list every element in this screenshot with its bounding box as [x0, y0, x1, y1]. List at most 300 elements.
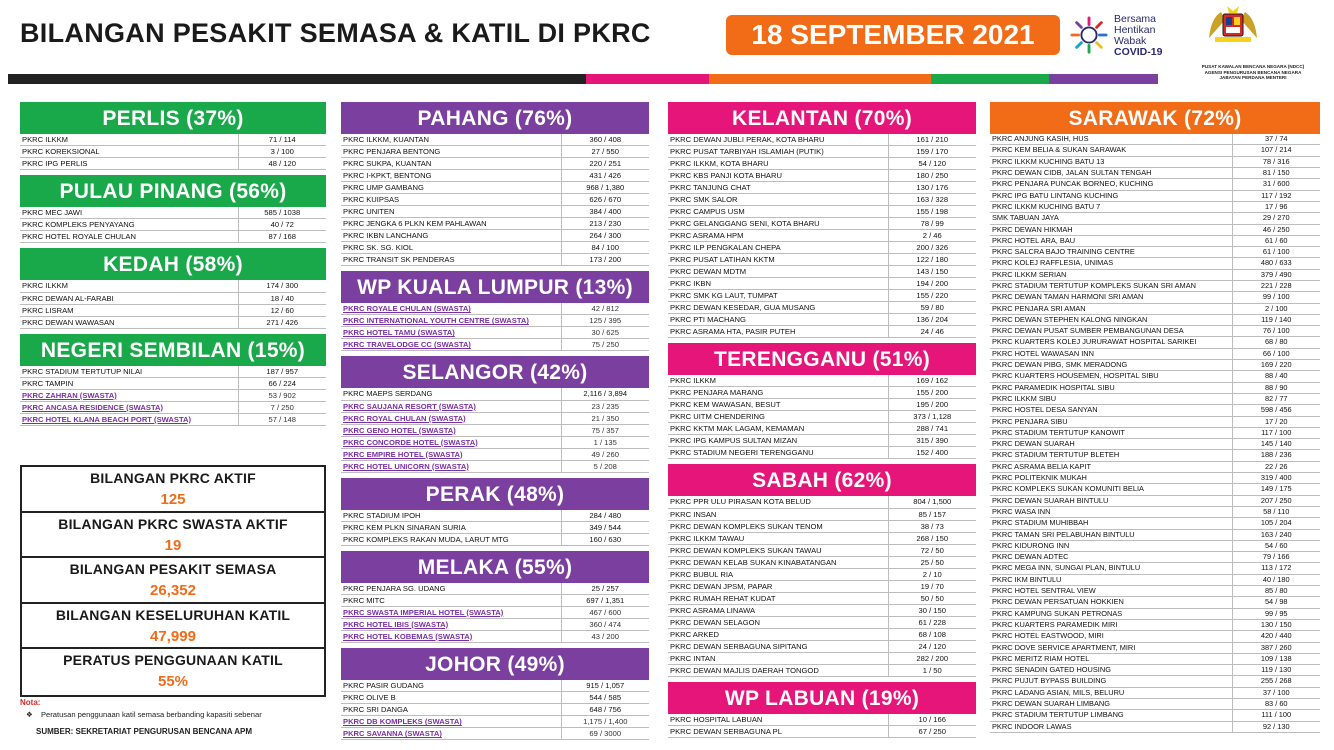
pkrc-name: PKRC PUSAT TARBIYAH ISLAMIAH (PUTIK): [668, 146, 888, 158]
summary-label: BILANGAN KESELURUHAN KATIL: [55, 606, 291, 623]
summary-label: BILANGAN PESAKIT SEMASA: [69, 561, 277, 578]
table-row: [668, 314, 976, 326]
pkrc-name: PKRC SRI DANGA: [341, 704, 561, 716]
table-row: [990, 473, 1320, 484]
pkrc-occupancy: 10 / 166: [888, 714, 976, 726]
pkrc-name: PKRC DOVE SERVICE APARTMENT, MIRI: [990, 642, 1232, 653]
note-text: Peratusan penggunaan katil semasa berbanding kapasiti sebenar: [40, 710, 262, 719]
pkrc-occupancy: 174 / 300: [238, 280, 326, 292]
pkrc-occupancy: 379 / 490: [1232, 269, 1320, 280]
table-row: [20, 207, 326, 219]
pkrc-occupancy: 99 / 95: [1232, 608, 1320, 619]
pkrc-occupancy: 169 / 162: [888, 375, 976, 387]
pkrc-occupancy: 107 / 214: [1232, 145, 1320, 156]
table-row: [990, 495, 1320, 506]
pkrc-occupancy: 84 / 100: [561, 242, 649, 254]
summary-panel: [20, 465, 326, 697]
pkrc-name: PKRC ZAHRAN (SWASTA): [20, 389, 238, 401]
state-header: SABAH (62%): [668, 464, 976, 496]
pkrc-occupancy: 49 / 260: [561, 448, 649, 460]
state-header: PAHANG (76%): [341, 102, 649, 134]
pkrc-occupancy: 17 / 96: [1232, 201, 1320, 212]
table-row: [668, 266, 976, 278]
pkrc-name: PKRC WASA INN: [990, 506, 1232, 517]
pkrc-name: PKRC CONCORDE HOTEL (SWASTA): [341, 436, 561, 448]
government-crest-icon: [1205, 4, 1261, 44]
table-row: [668, 194, 976, 206]
pkrc-name: PKRC ASRAMA HPM: [668, 230, 888, 242]
table-row: [990, 258, 1320, 269]
pkrc-occupancy: 40 / 180: [1232, 574, 1320, 585]
summary-current-patients: [22, 558, 324, 604]
pkrc-occupancy: 117 / 100: [1232, 427, 1320, 438]
pkrc-occupancy: 161 / 210: [888, 134, 976, 146]
pkrc-occupancy: 113 / 172: [1232, 563, 1320, 574]
pkrc-occupancy: 1 / 50: [888, 664, 976, 676]
pkrc-occupancy: 360 / 474: [561, 618, 649, 630]
state-block: [341, 271, 649, 351]
pkrc-name: PKRC ARKED: [668, 628, 888, 640]
table-row: [990, 484, 1320, 495]
pkrc-name: PKRC STADIUM TERTUTUP LIMBANG: [990, 710, 1232, 721]
state-header: PERAK (48%): [341, 478, 649, 510]
pkrc-occupancy: 78 / 99: [888, 218, 976, 230]
color-segment: [8, 74, 586, 84]
pkrc-occupancy: 163 / 240: [1232, 529, 1320, 540]
pkrc-occupancy: 43 / 200: [561, 630, 649, 642]
pkrc-name: PKRC DEWAN HIKMAH: [990, 224, 1232, 235]
table-row: [990, 281, 1320, 292]
column-2: [341, 102, 649, 745]
pkrc-name: PKRC STADIUM TERTUTUP NILAI: [20, 366, 238, 378]
column-1: [20, 102, 326, 431]
pkrc-name: PKRC DEWAN SERBAGUNA PL: [668, 725, 888, 737]
pkrc-occupancy: 119 / 140: [1232, 314, 1320, 325]
pkrc-name: PKRC IPG BATU LINTANG KUCHING: [990, 190, 1232, 201]
pkrc-occupancy: 12 / 60: [238, 304, 326, 316]
agency-line2: AGENSI PENGURUSAN BENCANA NEGARA: [1204, 69, 1302, 75]
summary-total-beds: [22, 604, 324, 650]
table-row: [668, 580, 976, 592]
color-segment: [1049, 74, 1158, 84]
table-row: [990, 552, 1320, 563]
pkrc-name: PKRC STADIUM TERTUTUP KANOWIT: [990, 427, 1232, 438]
table-row: [20, 231, 326, 243]
pkrc-occupancy: 79 / 166: [1232, 552, 1320, 563]
pkrc-name: PKRC ILKKM: [20, 280, 238, 292]
pkrc-name: PKRC KOMPLEKS SUKAN KOMUNITI BELIA: [990, 484, 1232, 495]
state-block: [20, 102, 326, 170]
pkrc-occupancy: 585 / 1038: [238, 207, 326, 219]
table-row: [341, 206, 649, 218]
state-block: [668, 102, 976, 338]
pkrc-name: PKRC ASRAMA BELIA KAPIT: [990, 461, 1232, 472]
table-row: [341, 583, 649, 595]
covid-logo-line3: Wabak: [1114, 35, 1147, 47]
table-row: [20, 366, 326, 378]
table-row: [341, 618, 649, 630]
pkrc-occupancy: 915 / 1,057: [561, 680, 649, 692]
color-segment: [586, 74, 709, 84]
table-row: [668, 170, 976, 182]
pkrc-occupancy: 105 / 204: [1232, 518, 1320, 529]
pkrc-occupancy: 54 / 60: [1232, 540, 1320, 551]
pkrc-name: PKRC KOLEJ RAFFLESIA, UNIMAS: [990, 258, 1232, 269]
table-row: [668, 146, 976, 158]
pkrc-occupancy: 130 / 150: [1232, 619, 1320, 630]
pkrc-occupancy: 5 / 208: [561, 460, 649, 472]
pkrc-occupancy: 804 / 1,500: [888, 496, 976, 508]
pkrc-name: PKRC ASRAMA LINAWA: [668, 604, 888, 616]
pkrc-occupancy: 59 / 80: [888, 302, 976, 314]
pkrc-occupancy: 42 / 812: [561, 303, 649, 315]
table-row: [990, 540, 1320, 551]
pkrc-occupancy: 88 / 40: [1232, 371, 1320, 382]
table-row: [20, 158, 326, 170]
covid-logo-line1: Bersama: [1114, 13, 1157, 25]
pkrc-name: PKRC MEGA INN, SUNGAI PLAN, BINTULU: [990, 563, 1232, 574]
pkrc-occupancy: 467 / 600: [561, 606, 649, 618]
pkrc-occupancy: 1,175 / 1,400: [561, 716, 649, 728]
pkrc-occupancy: 57 / 148: [238, 413, 326, 425]
pkrc-name: PKRC ANCASA RESIDENCE (SWASTA): [20, 401, 238, 413]
pkrc-name: PKRC ILKKM KUCHING BATU 13: [990, 156, 1232, 167]
table-row: [20, 292, 326, 304]
table-row: [341, 327, 649, 339]
pkrc-name: SMK TABUAN JAYA: [990, 213, 1232, 224]
state-header: KELANTAN (70%): [668, 102, 976, 134]
pkrc-name: PKRC KBS PANJI KOTA BHARU: [668, 170, 888, 182]
pkrc-occupancy: 315 / 390: [888, 435, 976, 447]
table-row: [990, 619, 1320, 630]
table-row: [990, 235, 1320, 246]
summary-label: PERATUS PENGGUNAAN KATIL: [63, 652, 283, 669]
pkrc-occupancy: 431 / 426: [561, 170, 649, 182]
table-row: [668, 447, 976, 459]
pkrc-name: PKRC HOTEL WAWASAN INN: [990, 348, 1232, 359]
table-row: [990, 574, 1320, 585]
pkrc-occupancy: 58 / 110: [1232, 506, 1320, 517]
pkrc-occupancy: 24 / 46: [888, 326, 976, 338]
pkrc-name: PKRC PENJARA SIBU: [990, 416, 1232, 427]
pkrc-name: PKRC DEWAN JPSM, PAPAR: [668, 580, 888, 592]
pkrc-name: PKRC GENO HOTEL (SWASTA): [341, 424, 561, 436]
pkrc-occupancy: 125 / 395: [561, 315, 649, 327]
table-row: [668, 134, 976, 146]
pkrc-occupancy: 75 / 357: [561, 424, 649, 436]
pkrc-name: PKRC HOTEL KOBEMAS (SWASTA): [341, 630, 561, 642]
pkrc-name: PKRC ILKKM KUCHING BATU 7: [990, 201, 1232, 212]
table-row: [668, 568, 976, 580]
pkrc-name: PKRC ILP PENGKALAN CHEPA: [668, 242, 888, 254]
table-row: [990, 416, 1320, 427]
pkrc-name: PKRC HOTEL SENTRAL VIEW: [990, 586, 1232, 597]
pkrc-occupancy: 22 / 26: [1232, 461, 1320, 472]
pkrc-name: PKRC ASRAMA HTA, PASIR PUTEH: [668, 326, 888, 338]
pkrc-occupancy: 697 / 1,351: [561, 594, 649, 606]
pkrc-occupancy: 149 / 175: [1232, 484, 1320, 495]
pkrc-table: [341, 510, 649, 546]
table-row: [990, 314, 1320, 325]
pkrc-occupancy: 159 / 170: [888, 146, 976, 158]
summary-private-pkrc: [22, 513, 324, 559]
pkrc-occupancy: 2 / 100: [1232, 303, 1320, 314]
pkrc-occupancy: 76 / 100: [1232, 326, 1320, 337]
pkrc-name: PKRC RUMAH REHAT KUDAT: [668, 592, 888, 604]
table-row: [668, 435, 976, 447]
pkrc-name: PKRC DEWAN JUBLI PERAK, KOTA BHARU: [668, 134, 888, 146]
table-row: [341, 170, 649, 182]
pkrc-occupancy: 3 / 100: [238, 146, 326, 158]
table-row: [990, 653, 1320, 664]
pkrc-occupancy: 155 / 198: [888, 206, 976, 218]
pkrc-name: PKRC KOREKSIONAL: [20, 146, 238, 158]
pkrc-occupancy: 255 / 268: [1232, 676, 1320, 687]
pkrc-name: PKRC ILKKM SERIAN: [990, 269, 1232, 280]
agency-line1: PUSAT KAWALAN BENCANA NEGARA (NDCC): [1201, 64, 1305, 69]
pkrc-name: PKRC LADANG ASIAN, MILS, BELURU: [990, 687, 1232, 698]
table-row: [990, 450, 1320, 461]
table-row: [341, 315, 649, 327]
pkrc-occupancy: 27 / 550: [561, 146, 649, 158]
table-row: [668, 254, 976, 266]
table-row: [668, 616, 976, 628]
table-row: [668, 725, 976, 737]
pkrc-table: [341, 303, 649, 351]
table-row: [341, 460, 649, 472]
column-4: [990, 102, 1320, 738]
pkrc-table: [20, 366, 326, 426]
table-row: [341, 254, 649, 266]
pkrc-name: PKRC DEWAN TAMAN HARMONI SRI AMAN: [990, 292, 1232, 303]
summary-value: 26,352: [150, 582, 196, 600]
pkrc-table: [20, 207, 326, 243]
pkrc-occupancy: 384 / 400: [561, 206, 649, 218]
pkrc-occupancy: 2,116 / 3,894: [561, 388, 649, 400]
pkrc-occupancy: 85 / 80: [1232, 586, 1320, 597]
pkrc-occupancy: 21 / 350: [561, 412, 649, 424]
table-row: [668, 496, 976, 508]
table-row: [990, 518, 1320, 529]
note: [20, 698, 330, 719]
color-stripe-bar: [8, 74, 1158, 84]
pkrc-name: PKRC OLIVE B: [341, 692, 561, 704]
pkrc-occupancy: 78 / 316: [1232, 156, 1320, 167]
pkrc-name: PKRC PPR ULU PIRASAN KOTA BELUD: [668, 496, 888, 508]
pkrc-occupancy: 61 / 60: [1232, 235, 1320, 246]
covid-campaign-logo: [1070, 12, 1180, 60]
pkrc-occupancy: 87 / 168: [238, 231, 326, 243]
pkrc-occupancy: 68 / 108: [888, 628, 976, 640]
table-row: [668, 278, 976, 290]
pkrc-name: PKRC INTAN: [668, 652, 888, 664]
pkrc-name: PKRC DEWAN KESEDAR, GUA MUSANG: [668, 302, 888, 314]
table-row: [341, 594, 649, 606]
pkrc-occupancy: 195 / 200: [888, 399, 976, 411]
table-row: [990, 145, 1320, 156]
pkrc-name: PKRC SALCRA BAJO TRAINING CENTRE: [990, 247, 1232, 258]
pkrc-occupancy: 2 / 46: [888, 230, 976, 242]
pkrc-occupancy: 82 / 77: [1232, 393, 1320, 404]
table-row: [990, 360, 1320, 371]
pkrc-occupancy: 67 / 250: [888, 725, 976, 737]
pkrc-occupancy: 188 / 236: [1232, 450, 1320, 461]
pkrc-occupancy: 92 / 130: [1232, 721, 1320, 732]
pkrc-name: PKRC MEC JAWI: [20, 207, 238, 219]
table-row: [668, 628, 976, 640]
pkrc-name: PKRC MITC: [341, 594, 561, 606]
table-row: [20, 280, 326, 292]
pkrc-name: PKRC INTERNATIONAL YOUTH CENTRE (SWASTA): [341, 315, 561, 327]
pkrc-name: PKRC SUKPA, KUANTAN: [341, 158, 561, 170]
pkrc-name: PKRC KEM BELIA & SUKAN SARAWAK: [990, 145, 1232, 156]
table-row: [668, 652, 976, 664]
table-row: [341, 134, 649, 146]
table-row: [990, 224, 1320, 235]
pkrc-occupancy: 119 / 130: [1232, 665, 1320, 676]
agency-line3: JABATAN PERDANA MENTERI: [1219, 75, 1287, 81]
state-block: [341, 648, 649, 740]
table-row: [990, 337, 1320, 348]
covid-virus-icon: [1070, 16, 1108, 54]
pkrc-name: PKRC PASIR GUDANG: [341, 680, 561, 692]
pkrc-name: PKRC DEWAN PIBG, SMK MERADONG: [990, 360, 1232, 371]
pkrc-occupancy: 61 / 100: [1232, 247, 1320, 258]
pkrc-occupancy: 319 / 400: [1232, 473, 1320, 484]
pkrc-name: PKRC JENGKA 6 PLKN KEM PAHLAWAN: [341, 218, 561, 230]
pkrc-occupancy: 480 / 633: [1232, 258, 1320, 269]
table-row: [341, 303, 649, 315]
pkrc-name: PKRC ILKKM: [20, 134, 238, 146]
state-block: [20, 248, 326, 328]
pkrc-occupancy: 40 / 72: [238, 219, 326, 231]
pkrc-name: PKRC KUARTERS HOUSEMEN, HOSPITAL SIBU: [990, 371, 1232, 382]
summary-label: BILANGAN PKRC SWASTA AKTIF: [58, 515, 288, 532]
pkrc-name: PKRC PTI MACHANG: [668, 314, 888, 326]
state-block: [341, 102, 649, 266]
pkrc-occupancy: 373 / 1,128: [888, 411, 976, 423]
pkrc-name: PKRC HOTEL EASTWOOD, MIRI: [990, 631, 1232, 642]
table-row: [668, 556, 976, 568]
table-row: [20, 389, 326, 401]
note-line: [20, 710, 330, 719]
table-row: [20, 219, 326, 231]
state-block: [341, 356, 649, 472]
pkrc-occupancy: 284 / 480: [561, 510, 649, 522]
table-row: [990, 608, 1320, 619]
table-row: [990, 676, 1320, 687]
table-row: [20, 316, 326, 328]
table-row: [668, 508, 976, 520]
table-row: [668, 387, 976, 399]
pkrc-name: PKRC DB KOMPLEKS (SWASTA): [341, 716, 561, 728]
table-row: [668, 664, 976, 676]
pkrc-occupancy: 71 / 114: [238, 134, 326, 146]
state-header: NEGERI SEMBILAN (15%): [20, 334, 326, 366]
state-header: PULAU PINANG (56%): [20, 175, 326, 207]
table-row: [341, 704, 649, 716]
pkrc-name: PKRC SK. SG. KIOL: [341, 242, 561, 254]
table-row: [990, 529, 1320, 540]
pkrc-name: PKRC DEWAN SUARAH: [990, 439, 1232, 450]
pkrc-name: PKRC TANJUNG CHAT: [668, 182, 888, 194]
pkrc-occupancy: 626 / 670: [561, 194, 649, 206]
pkrc-name: PKRC STADIUM TERTUTUP BLETEH: [990, 450, 1232, 461]
pkrc-name: PKRC HOTEL UNICORN (SWASTA): [341, 460, 561, 472]
pkrc-occupancy: 72 / 50: [888, 544, 976, 556]
pkrc-name: PKRC STADIUM TERTUTUP KOMPLEKS SUKAN SRI AMAN: [990, 281, 1232, 292]
pkrc-name: PKRC LISRAM: [20, 304, 238, 316]
table-row: [668, 714, 976, 726]
table-row: [341, 388, 649, 400]
table-row: [990, 371, 1320, 382]
table-row: [990, 179, 1320, 190]
color-segment: [709, 74, 931, 84]
pkrc-table: [990, 134, 1320, 733]
pkrc-name: PKRC SWASTA IMPERIAL HOTEL (SWASTA): [341, 606, 561, 618]
pkrc-name: PKRC IPG KAMPUS SULTAN MIZAN: [668, 435, 888, 447]
table-row: [341, 146, 649, 158]
table-row: [341, 436, 649, 448]
summary-value: 55%: [157, 673, 189, 691]
table-row: [341, 412, 649, 424]
table-row: [341, 218, 649, 230]
pkrc-name: PKRC IKBN LANCHANG: [341, 230, 561, 242]
pkrc-occupancy: 109 / 138: [1232, 653, 1320, 664]
table-row: [990, 382, 1320, 393]
pkrc-name: PKRC DEWAN KELAB SUKAN KINABATANGAN: [668, 556, 888, 568]
page-title: BILANGAN PESAKIT SEMASA & KATIL DI PKRC: [20, 18, 651, 48]
pkrc-name: PKRC TRANSIT SK PENDERAS: [341, 254, 561, 266]
pkrc-name: PKRC KOMPLEKS RAKAN MUDA, LARUT MTG: [341, 533, 561, 545]
column-3: [668, 102, 976, 743]
pkrc-occupancy: 17 / 20: [1232, 416, 1320, 427]
table-row: [341, 521, 649, 533]
pkrc-occupancy: 221 / 228: [1232, 281, 1320, 292]
table-row: [668, 230, 976, 242]
pkrc-occupancy: 99 / 100: [1232, 292, 1320, 303]
pkrc-occupancy: 187 / 957: [238, 366, 326, 378]
pkrc-name: PKRC ILKKM TAWAU: [668, 532, 888, 544]
pkrc-occupancy: 130 / 176: [888, 182, 976, 194]
pkrc-name: PKRC INSAN: [668, 508, 888, 520]
table-row: [990, 586, 1320, 597]
pkrc-name: PKRC IPG PERLIS: [20, 158, 238, 170]
table-row: [990, 563, 1320, 574]
table-row: [990, 687, 1320, 698]
pkrc-occupancy: 169 / 220: [1232, 360, 1320, 371]
pkrc-occupancy: 968 / 1,380: [561, 182, 649, 194]
table-row: [668, 302, 976, 314]
pkrc-occupancy: 160 / 630: [561, 533, 649, 545]
table-row: [668, 375, 976, 387]
pkrc-occupancy: 155 / 200: [888, 387, 976, 399]
pkrc-occupancy: 53 / 902: [238, 389, 326, 401]
pkrc-table: [20, 280, 326, 328]
pkrc-name: PKRC ILKKM SIBU: [990, 393, 1232, 404]
pkrc-occupancy: 213 / 230: [561, 218, 649, 230]
source-text: SUMBER: SEKRETARIAT PENGURUSAN BENCANA APM: [36, 727, 253, 736]
pkrc-name: PKRC PENJARA PUNCAK BORNEO, KUCHING: [990, 179, 1232, 190]
table-row: [990, 665, 1320, 676]
pkrc-name: PKRC BUBUL RIA: [668, 568, 888, 580]
pkrc-occupancy: 24 / 120: [888, 640, 976, 652]
date-badge: 18 SEPTEMBER 2021: [726, 15, 1060, 55]
pkrc-name: PKRC TRAVELODGE CC (SWASTA): [341, 339, 561, 351]
table-row: [20, 134, 326, 146]
pkrc-name: PKRC KUIPSAS: [341, 194, 561, 206]
pkrc-occupancy: 30 / 150: [888, 604, 976, 616]
